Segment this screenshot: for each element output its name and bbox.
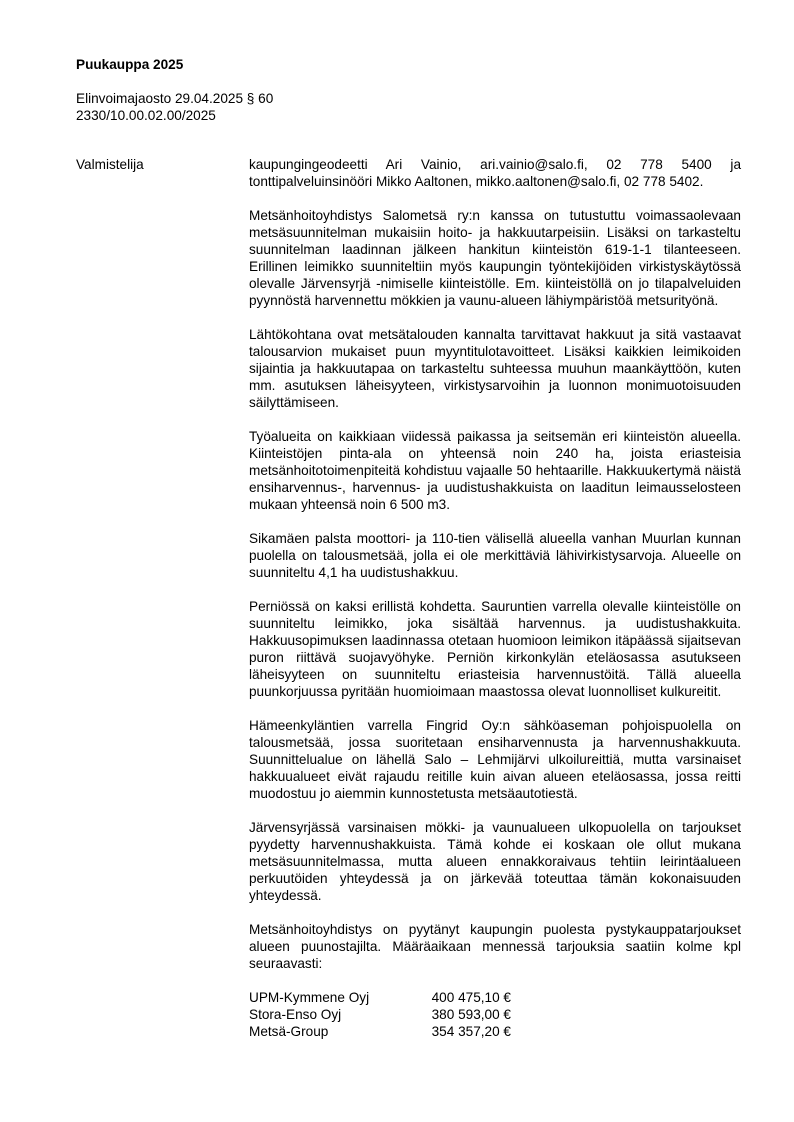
body-paragraph-1: Metsänhoitoyhdistys Salometsä ry:n kanssa on tutustuttu voimassaolevaan metsäsuunnitelman mukaisiin hoito- ja hakkuutarpeisiin. Lisäksi on tarkasteltu suunnitelman laadinnan jälkeen hankitun kiinteistön 619-1-1 tilanteeseen. Erillinen leimikko suunniteltiin myös kaupungin työntekijöiden virkistyskäytössä olevalle Järvensyrjä -nimiselle kiinteistölle. Em. kiinteistöllä on jo tilapalveluiden pyynnöstä harvennettu mökkien ja vaunu-alueen lähiympäristöä metsurityönä. [249,208,741,308]
meeting-info [76,90,273,124]
body-paragraph-6: Hämeenkyläntien varrella Fingrid Oy:n sähköaseman pohjoispuolella on talousmetsää, jossa suoritetaan ensiharvennusta ja harvennushakkuuta. Suunnittelualue on lähellä Salo – Lehmijärvi ulkoilureittiä, mutta varsinaiset hakkuualueet eivät rajaudu reitille kuin aivan alueen eteläosassa, jossa reitti muodostuu jo aiemmin kunnostetusta metsäautotiestä. [249,718,741,801]
section-label: Valmistelija [76,157,144,172]
body-paragraph-4: Sikamäen palsta moottori- ja 110-tien välisellä alueella vanhan Muurlan kunnan puolella on talousmetsää, jolla ei ole merkittäviä lähivirkistysarvoja. Alueelle on suunniteltu 4,1 ha uudistushakkuu. [249,531,741,580]
offer-amount: 354 357,20 € [431,1024,511,1039]
offer-amount: 380 593,00 € [431,1007,511,1022]
offer-row [249,989,741,1006]
offer-company: Stora-Enso Oyj [249,1007,342,1022]
offer-amount: 400 475,10 € [431,990,511,1005]
section-content [249,156,741,1040]
document-title: Puukauppa 2025 [76,57,184,72]
body-paragraph-3: Työalueita on kaikkiaan viidessä paikassa ja seitsemän eri kiinteistön alueella. Kiinteistöjen pinta-ala on yhteensä noin 240 ha, joista eriasteisia metsänhoitotoimenpiteitä kohdistuu vajaalle 50 hehtaarille. Hakkuukertymä näistä ensiharvennus-, harvennus- ja uudistushakkuista on laaditun leimausselosteen mukaan yhteensä noin 6 500 m3. [249,429,741,512]
preparer-paragraph: kaupungingeodeetti Ari Vainio, ari.vainio@salo.fi, 02 778 5400 ja tonttipalveluinsinööri Mikko Aaltonen, mikko.aaltonen@salo.fi, 02 778 5402. [249,157,741,189]
offer-row [249,1006,741,1023]
offer-company: Metsä-Group [249,1024,329,1039]
meeting-reference: Elinvoimajaosto 29.04.2025 § 60 [76,91,274,106]
body-paragraph-8: Metsänhoitoyhdistys on pyytänyt kaupungin puolesta pystykauppatarjoukset alueen puunostajilta. Määräaikaan mennessä tarjouksia saatiin kolme kpl seuraavasti: [249,922,741,971]
offer-company: UPM-Kymmene Oyj [249,990,370,1005]
offers-list [249,989,741,1040]
body-paragraph-2: Lähtökohtana ovat metsätalouden kannalta tarvittavat hakkuut ja sitä vastaavat talousarvion mukaiset puun myyntitulotavoitteet. Lisäksi kaikkien leimikoiden sijaintia ja hakkuutapaa on tarkasteltu suhteessa muuhun maankäyttöön, kuten mm. asutuksen läheisyyteen, virkistysarvoihin ja luonnon monimuotoisuuden säilyttämiseen. [249,327,741,410]
body-paragraph-5: Perniössä on kaksi erillistä kohdetta. Sauruntien varrella olevalle kiinteistölle on suunniteltu leimikko, joka sisältää harvennus. ja uudistushakkuita. Hakkuusopimuksen laadinnassa otetaan huomioon leimikon itäpäässä sijaitsevan puron riittävä suojavyöhyke. Perniön kirkonkylän eteläosassa asutukseen läheisyyteen on suunniteltu eriasteisia harvennustöitä. Tällä alueella puunkorjuussa pyritään huomioimaan maastossa olevat luonnolliset kulkureitit. [249,599,741,699]
offer-row [249,1023,741,1040]
record-number: 2330/10.00.02.00/2025 [76,108,216,123]
body-paragraph-7: Järvensyrjässä varsinaisen mökki- ja vaunualueen ulkopuolella on tarjoukset pyydetty harvennushakkuista. Tämä kohde ei koskaan ole ollut mukana metsäsuunnitelmassa, mutta alueen ennakkoraivaus tehtiin leirintäalueen perkuutöiden yhteydessä ja on järkevää toteuttaa tämän kokonaisuuden yhteydessä. [249,820,741,903]
